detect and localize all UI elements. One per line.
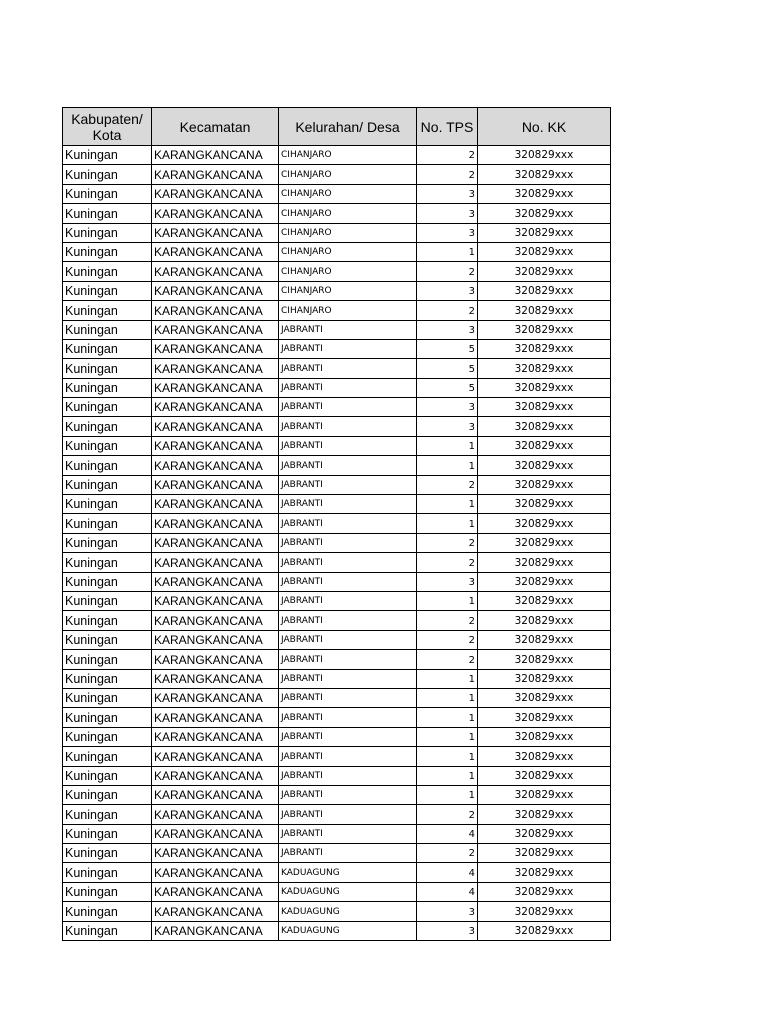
table-row (63, 766, 611, 785)
cell-kelurahan: CIHANJARO (279, 184, 417, 203)
cell-kecamatan: KARANGKANCANA (152, 281, 279, 300)
table-row (63, 669, 611, 688)
cell-tps: 3 (417, 417, 478, 436)
table-row (63, 553, 611, 572)
cell-tps: 1 (417, 727, 478, 746)
cell-kabupaten: Kuningan (63, 184, 152, 203)
cell-kk: 320829xxx (478, 805, 611, 824)
cell-kecamatan: KARANGKANCANA (152, 495, 279, 514)
cell-kk: 320829xxx (478, 533, 611, 552)
cell-kabupaten: Kuningan (63, 805, 152, 824)
cell-kecamatan: KARANGKANCANA (152, 747, 279, 766)
table-row (63, 475, 611, 494)
cell-kabupaten: Kuningan (63, 281, 152, 300)
table-row (63, 436, 611, 455)
cell-kabupaten: Kuningan (63, 204, 152, 223)
cell-kelurahan: JABRANTI (279, 359, 417, 378)
cell-tps: 3 (417, 204, 478, 223)
cell-kelurahan: KADUAGUNG (279, 921, 417, 940)
cell-kelurahan: JABRANTI (279, 805, 417, 824)
cell-kk: 320829xxx (478, 301, 611, 320)
cell-kk: 320829xxx (478, 475, 611, 494)
cell-kk: 320829xxx (478, 630, 611, 649)
cell-kabupaten: Kuningan (63, 921, 152, 940)
cell-kecamatan: KARANGKANCANA (152, 378, 279, 397)
cell-kk: 320829xxx (478, 611, 611, 630)
cell-kelurahan: JABRANTI (279, 378, 417, 397)
table-row (63, 747, 611, 766)
cell-kelurahan: CIHANJARO (279, 165, 417, 184)
cell-kabupaten: Kuningan (63, 320, 152, 339)
cell-kelurahan: JABRANTI (279, 572, 417, 591)
cell-tps: 4 (417, 882, 478, 901)
table-row (63, 708, 611, 727)
cell-kecamatan: KARANGKANCANA (152, 262, 279, 281)
cell-kabupaten: Kuningan (63, 785, 152, 804)
cell-kabupaten: Kuningan (63, 591, 152, 610)
cell-kabupaten: Kuningan (63, 669, 152, 688)
cell-tps: 5 (417, 378, 478, 397)
cell-kelurahan: JABRANTI (279, 495, 417, 514)
table-row (63, 378, 611, 397)
cell-kecamatan: KARANGKANCANA (152, 204, 279, 223)
table-row (63, 863, 611, 882)
cell-kk: 320829xxx (478, 262, 611, 281)
cell-tps: 1 (417, 495, 478, 514)
cell-kecamatan: KARANGKANCANA (152, 591, 279, 610)
header-tps: No. TPS (417, 108, 478, 146)
table-row (63, 533, 611, 552)
cell-kecamatan: KARANGKANCANA (152, 242, 279, 261)
cell-kk: 320829xxx (478, 204, 611, 223)
cell-tps: 1 (417, 766, 478, 785)
cell-kabupaten: Kuningan (63, 146, 152, 165)
cell-kabupaten: Kuningan (63, 824, 152, 843)
table-row (63, 650, 611, 669)
cell-kecamatan: KARANGKANCANA (152, 514, 279, 533)
cell-kelurahan: JABRANTI (279, 591, 417, 610)
table-body (63, 146, 611, 941)
cell-kk: 320829xxx (478, 708, 611, 727)
cell-kelurahan: CIHANJARO (279, 262, 417, 281)
cell-kecamatan: KARANGKANCANA (152, 708, 279, 727)
cell-kk: 320829xxx (478, 747, 611, 766)
table-row (63, 281, 611, 300)
cell-tps: 4 (417, 824, 478, 843)
cell-kecamatan: KARANGKANCANA (152, 882, 279, 901)
cell-kecamatan: KARANGKANCANA (152, 863, 279, 882)
cell-kabupaten: Kuningan (63, 359, 152, 378)
cell-tps: 3 (417, 320, 478, 339)
table-row (63, 359, 611, 378)
cell-kabupaten: Kuningan (63, 398, 152, 417)
cell-kk: 320829xxx (478, 824, 611, 843)
cell-kelurahan: CIHANJARO (279, 301, 417, 320)
table-row (63, 223, 611, 242)
cell-kk: 320829xxx (478, 688, 611, 707)
voter-data-table (62, 107, 611, 941)
cell-kelurahan: JABRANTI (279, 398, 417, 417)
table-row (63, 146, 611, 165)
table-row (63, 242, 611, 261)
cell-kecamatan: KARANGKANCANA (152, 921, 279, 940)
cell-kabupaten: Kuningan (63, 650, 152, 669)
cell-kecamatan: KARANGKANCANA (152, 339, 279, 358)
cell-kecamatan: KARANGKANCANA (152, 688, 279, 707)
cell-tps: 4 (417, 863, 478, 882)
cell-kabupaten: Kuningan (63, 708, 152, 727)
cell-kabupaten: Kuningan (63, 223, 152, 242)
cell-kecamatan: KARANGKANCANA (152, 301, 279, 320)
cell-kk: 320829xxx (478, 844, 611, 863)
cell-kecamatan: KARANGKANCANA (152, 146, 279, 165)
table-row (63, 727, 611, 746)
cell-tps: 2 (417, 844, 478, 863)
cell-kabupaten: Kuningan (63, 262, 152, 281)
cell-kk: 320829xxx (478, 495, 611, 514)
cell-kelurahan: JABRANTI (279, 727, 417, 746)
cell-kecamatan: KARANGKANCANA (152, 398, 279, 417)
table-row (63, 165, 611, 184)
cell-kk: 320829xxx (478, 242, 611, 261)
table-row (63, 339, 611, 358)
cell-kecamatan: KARANGKANCANA (152, 533, 279, 552)
cell-kk: 320829xxx (478, 553, 611, 572)
cell-kelurahan: JABRANTI (279, 533, 417, 552)
cell-kabupaten: Kuningan (63, 747, 152, 766)
cell-kabupaten: Kuningan (63, 572, 152, 591)
table-row (63, 320, 611, 339)
cell-kk: 320829xxx (478, 514, 611, 533)
cell-kelurahan: JABRANTI (279, 785, 417, 804)
cell-tps: 2 (417, 630, 478, 649)
cell-kk: 320829xxx (478, 398, 611, 417)
cell-tps: 2 (417, 650, 478, 669)
cell-kk: 320829xxx (478, 320, 611, 339)
cell-kelurahan: KADUAGUNG (279, 863, 417, 882)
cell-kabupaten: Kuningan (63, 630, 152, 649)
cell-kk: 320829xxx (478, 165, 611, 184)
cell-kk: 320829xxx (478, 902, 611, 921)
cell-kabupaten: Kuningan (63, 533, 152, 552)
cell-tps: 1 (417, 436, 478, 455)
cell-kk: 320829xxx (478, 339, 611, 358)
table-row (63, 844, 611, 863)
cell-kabupaten: Kuningan (63, 165, 152, 184)
cell-kk: 320829xxx (478, 785, 611, 804)
table-row (63, 398, 611, 417)
table-row (63, 514, 611, 533)
cell-kabupaten: Kuningan (63, 514, 152, 533)
cell-kecamatan: KARANGKANCANA (152, 766, 279, 785)
cell-kelurahan: JABRANTI (279, 824, 417, 843)
cell-kk: 320829xxx (478, 378, 611, 397)
cell-tps: 2 (417, 533, 478, 552)
cell-kelurahan: JABRANTI (279, 747, 417, 766)
cell-tps: 2 (417, 611, 478, 630)
table-row (63, 572, 611, 591)
cell-tps: 1 (417, 688, 478, 707)
cell-tps: 2 (417, 553, 478, 572)
cell-kk: 320829xxx (478, 766, 611, 785)
cell-kecamatan: KARANGKANCANA (152, 456, 279, 475)
cell-kk: 320829xxx (478, 456, 611, 475)
cell-kabupaten: Kuningan (63, 242, 152, 261)
header-kecamatan: Kecamatan (152, 108, 279, 146)
cell-kk: 320829xxx (478, 882, 611, 901)
table-row (63, 824, 611, 843)
table-row (63, 902, 611, 921)
cell-kk: 320829xxx (478, 669, 611, 688)
cell-kabupaten: Kuningan (63, 611, 152, 630)
cell-tps: 5 (417, 359, 478, 378)
table-header (63, 108, 611, 146)
cell-kecamatan: KARANGKANCANA (152, 165, 279, 184)
cell-kabupaten: Kuningan (63, 553, 152, 572)
cell-kk: 320829xxx (478, 281, 611, 300)
cell-tps: 1 (417, 456, 478, 475)
cell-kelurahan: JABRANTI (279, 339, 417, 358)
cell-tps: 3 (417, 921, 478, 940)
cell-kk: 320829xxx (478, 184, 611, 203)
cell-tps: 3 (417, 223, 478, 242)
table-row (63, 921, 611, 940)
cell-kecamatan: KARANGKANCANA (152, 650, 279, 669)
cell-kelurahan: CIHANJARO (279, 223, 417, 242)
cell-kecamatan: KARANGKANCANA (152, 553, 279, 572)
cell-tps: 1 (417, 514, 478, 533)
table-row (63, 785, 611, 804)
cell-tps: 1 (417, 747, 478, 766)
cell-kabupaten: Kuningan (63, 688, 152, 707)
cell-kabupaten: Kuningan (63, 902, 152, 921)
cell-kabupaten: Kuningan (63, 863, 152, 882)
cell-kelurahan: CIHANJARO (279, 242, 417, 261)
cell-kabupaten: Kuningan (63, 417, 152, 436)
cell-tps: 2 (417, 475, 478, 494)
cell-kecamatan: KARANGKANCANA (152, 320, 279, 339)
cell-tps: 3 (417, 902, 478, 921)
cell-tps: 2 (417, 805, 478, 824)
cell-kelurahan: JABRANTI (279, 553, 417, 572)
table-row (63, 262, 611, 281)
table-row (63, 417, 611, 436)
header-row (63, 108, 611, 146)
cell-tps: 1 (417, 669, 478, 688)
header-kk: No. KK (478, 108, 611, 146)
cell-kecamatan: KARANGKANCANA (152, 727, 279, 746)
cell-kecamatan: KARANGKANCANA (152, 611, 279, 630)
cell-kecamatan: KARANGKANCANA (152, 844, 279, 863)
table-row (63, 204, 611, 223)
cell-kabupaten: Kuningan (63, 882, 152, 901)
cell-kk: 320829xxx (478, 417, 611, 436)
cell-tps: 1 (417, 242, 478, 261)
cell-kecamatan: KARANGKANCANA (152, 359, 279, 378)
cell-kelurahan: JABRANTI (279, 669, 417, 688)
cell-kelurahan: JABRANTI (279, 475, 417, 494)
table-row (63, 456, 611, 475)
cell-kabupaten: Kuningan (63, 766, 152, 785)
cell-kabupaten: Kuningan (63, 301, 152, 320)
cell-tps: 1 (417, 708, 478, 727)
cell-tps: 2 (417, 301, 478, 320)
cell-kelurahan: JABRANTI (279, 456, 417, 475)
cell-kabupaten: Kuningan (63, 495, 152, 514)
cell-kelurahan: JABRANTI (279, 650, 417, 669)
header-kelurahan: Kelurahan/ Desa (279, 108, 417, 146)
table-row (63, 688, 611, 707)
cell-kelurahan: JABRANTI (279, 708, 417, 727)
cell-kelurahan: JABRANTI (279, 417, 417, 436)
cell-kecamatan: KARANGKANCANA (152, 902, 279, 921)
cell-kabupaten: Kuningan (63, 378, 152, 397)
cell-kelurahan: JABRANTI (279, 844, 417, 863)
cell-tps: 2 (417, 146, 478, 165)
cell-kk: 320829xxx (478, 223, 611, 242)
cell-kecamatan: KARANGKANCANA (152, 184, 279, 203)
cell-kecamatan: KARANGKANCANA (152, 475, 279, 494)
cell-tps: 5 (417, 339, 478, 358)
cell-kecamatan: KARANGKANCANA (152, 223, 279, 242)
cell-kelurahan: JABRANTI (279, 688, 417, 707)
cell-kecamatan: KARANGKANCANA (152, 436, 279, 455)
cell-kabupaten: Kuningan (63, 436, 152, 455)
cell-kk: 320829xxx (478, 146, 611, 165)
cell-kk: 320829xxx (478, 572, 611, 591)
table-row (63, 611, 611, 630)
cell-tps: 3 (417, 398, 478, 417)
table-row (63, 495, 611, 514)
cell-tps: 2 (417, 262, 478, 281)
cell-kelurahan: JABRANTI (279, 630, 417, 649)
table-row (63, 591, 611, 610)
cell-tps: 1 (417, 785, 478, 804)
cell-kecamatan: KARANGKANCANA (152, 417, 279, 436)
table-row (63, 882, 611, 901)
cell-kecamatan: KARANGKANCANA (152, 824, 279, 843)
cell-kabupaten: Kuningan (63, 475, 152, 494)
cell-kk: 320829xxx (478, 921, 611, 940)
cell-kabupaten: Kuningan (63, 844, 152, 863)
cell-tps: 3 (417, 184, 478, 203)
cell-kecamatan: KARANGKANCANA (152, 630, 279, 649)
cell-kelurahan: JABRANTI (279, 611, 417, 630)
cell-kk: 320829xxx (478, 863, 611, 882)
cell-kabupaten: Kuningan (63, 456, 152, 475)
table-row (63, 184, 611, 203)
cell-kelurahan: KADUAGUNG (279, 882, 417, 901)
cell-kabupaten: Kuningan (63, 727, 152, 746)
table-row (63, 805, 611, 824)
cell-tps: 3 (417, 281, 478, 300)
cell-kk: 320829xxx (478, 727, 611, 746)
cell-kk: 320829xxx (478, 591, 611, 610)
cell-kelurahan: CIHANJARO (279, 146, 417, 165)
cell-kk: 320829xxx (478, 436, 611, 455)
cell-kk: 320829xxx (478, 650, 611, 669)
cell-tps: 1 (417, 591, 478, 610)
cell-kelurahan: JABRANTI (279, 436, 417, 455)
cell-kelurahan: CIHANJARO (279, 281, 417, 300)
cell-kecamatan: KARANGKANCANA (152, 669, 279, 688)
table-row (63, 630, 611, 649)
cell-kecamatan: KARANGKANCANA (152, 572, 279, 591)
cell-kecamatan: KARANGKANCANA (152, 805, 279, 824)
cell-kecamatan: KARANGKANCANA (152, 785, 279, 804)
cell-kelurahan: JABRANTI (279, 766, 417, 785)
cell-tps: 2 (417, 165, 478, 184)
cell-kk: 320829xxx (478, 359, 611, 378)
cell-kelurahan: JABRANTI (279, 320, 417, 339)
table-row (63, 301, 611, 320)
header-kabupaten: Kabupaten/ Kota (63, 108, 152, 146)
cell-kabupaten: Kuningan (63, 339, 152, 358)
cell-kelurahan: CIHANJARO (279, 204, 417, 223)
cell-tps: 3 (417, 572, 478, 591)
cell-kelurahan: KADUAGUNG (279, 902, 417, 921)
cell-kelurahan: JABRANTI (279, 514, 417, 533)
